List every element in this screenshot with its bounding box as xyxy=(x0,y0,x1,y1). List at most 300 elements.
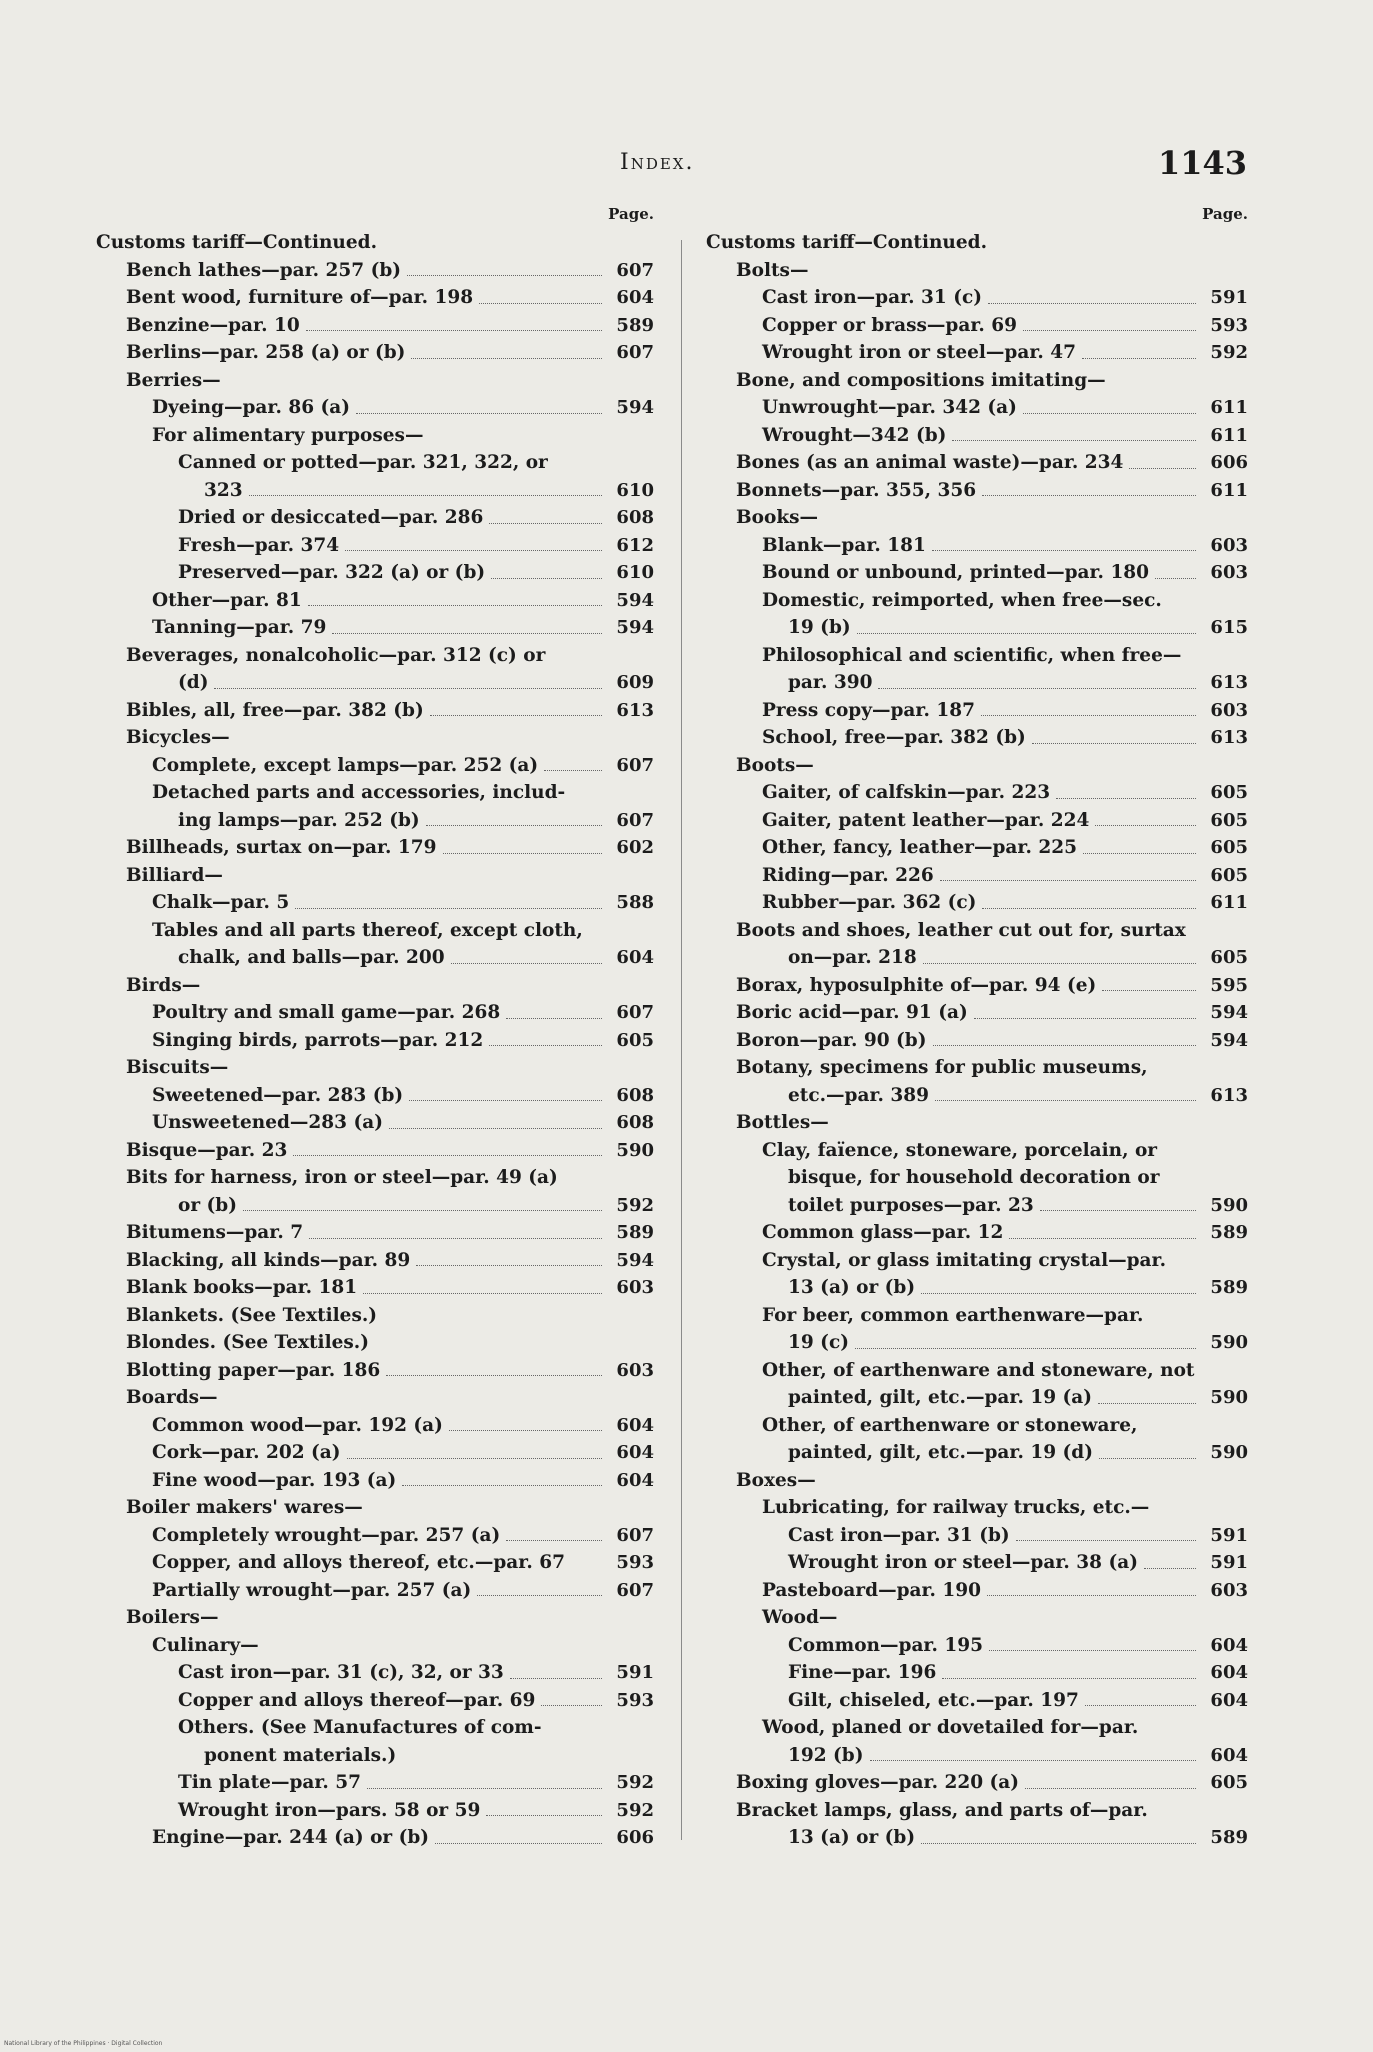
entry-page-number: 593 xyxy=(1210,314,1248,336)
entry-page-number: 607 xyxy=(616,1002,654,1023)
index-entry xyxy=(706,614,1248,642)
entry-page-number: 605 xyxy=(1210,809,1248,831)
entry-text: Copper, and alloys thereof, etc.—par. 67 xyxy=(152,1552,565,1573)
index-entry xyxy=(706,422,1248,450)
entry-text: Bitumens—par. 7 xyxy=(126,1222,304,1243)
entry-page-number: 604 xyxy=(1210,1689,1248,1711)
entry-page-number: 607 xyxy=(616,342,654,363)
running-header: Index. xyxy=(620,150,695,175)
index-entry xyxy=(706,889,1248,917)
index-entry xyxy=(96,339,654,367)
dot-leader xyxy=(416,1247,602,1267)
dot-leader xyxy=(921,1274,1196,1294)
entry-text: Chalk—par. 5 xyxy=(152,892,290,913)
entry-text: toilet purposes—par. 23 xyxy=(788,1194,1034,1216)
index-entry xyxy=(96,1164,654,1192)
entry-text: Wrought iron or steel—par. 47 xyxy=(762,342,1077,363)
entry-text: Dried or desiccated—par. 286 xyxy=(178,507,484,528)
dot-leader xyxy=(506,999,602,1019)
entry-text: Detached parts and accessories, includ- xyxy=(152,782,566,803)
entry-page-number: 604 xyxy=(616,287,654,308)
dot-leader xyxy=(987,1577,1196,1597)
entry-text: Tin plate—par. 57 xyxy=(178,1772,362,1793)
index-entry xyxy=(96,917,654,945)
dot-leader xyxy=(952,422,1196,442)
index-entry xyxy=(96,1494,654,1522)
entry-page-number: 589 xyxy=(616,1222,654,1243)
dot-leader xyxy=(249,477,602,497)
index-entry xyxy=(706,1659,1248,1687)
index-entry xyxy=(96,1137,654,1165)
entry-text: Unsweetened—283 (a) xyxy=(152,1112,383,1133)
index-entry xyxy=(96,752,654,780)
dot-leader xyxy=(409,1082,602,1102)
entry-text: painted, gilt, etc.—par. 19 (d) xyxy=(788,1442,1093,1463)
index-entry xyxy=(706,1219,1248,1247)
entry-text: Customs tariff—Continued. xyxy=(96,232,378,253)
index-entry xyxy=(96,1027,654,1055)
entry-page-number: 588 xyxy=(616,892,654,913)
dot-leader xyxy=(486,1797,602,1817)
entry-text: Bits for harness, iron or steel—par. 49 (a) xyxy=(126,1167,558,1188)
dot-leader xyxy=(544,752,602,772)
entry-text: Borax, hyposulphite of—par. 94 (e) xyxy=(736,974,1097,996)
index-entry xyxy=(96,449,654,477)
entry-text: Partially wrought—par. 257 (a) xyxy=(152,1579,472,1601)
entry-text: Press copy—par. 187 xyxy=(762,699,975,721)
entry-page-number: 607 xyxy=(616,754,654,776)
left-entries xyxy=(96,229,654,1852)
index-column-right xyxy=(706,205,1248,1852)
entry-text: Domestic, reimported, when free—sec. xyxy=(762,589,1162,611)
index-entry xyxy=(96,1522,654,1550)
index-entry xyxy=(96,1714,654,1742)
entry-text: ing lamps—par. 252 (b) xyxy=(178,809,420,831)
index-entry xyxy=(96,862,654,890)
index-entry xyxy=(96,312,654,340)
index-entry xyxy=(706,999,1248,1027)
index-entry xyxy=(96,1054,654,1082)
entry-text: Boards— xyxy=(126,1387,218,1408)
entry-text: Preserved—par. 322 (a) or (b) xyxy=(178,562,486,583)
entry-text: Bracket lamps, glass, and parts of—par. xyxy=(736,1799,1148,1821)
entry-text: Canned or potted—par. 321, 322, or xyxy=(178,452,548,473)
entry-page-number: 589 xyxy=(1210,1277,1248,1298)
entry-page-number: 615 xyxy=(1210,617,1248,638)
entry-page-number: 602 xyxy=(616,837,654,858)
entry-text: Cast iron—par. 31 (c), 32, or 33 xyxy=(178,1662,504,1683)
index-entry xyxy=(96,587,654,615)
entry-page-number: 608 xyxy=(616,1084,654,1106)
entry-text: Books— xyxy=(736,507,819,528)
entry-page-number: 613 xyxy=(1210,727,1248,748)
footer-note: National Library of the Philippines · Digital Collection xyxy=(4,2040,163,2047)
entry-text: Gaiter, patent leather—par. 224 xyxy=(762,809,1090,831)
index-entry xyxy=(96,1109,654,1137)
dot-leader xyxy=(308,587,602,607)
entry-page-number: 605 xyxy=(1210,837,1248,858)
entry-text: Lubricating, for railway trucks, etc.— xyxy=(762,1497,1150,1518)
entry-text: Bone, and compositions imitating— xyxy=(736,369,1106,391)
entry-page-number: 590 xyxy=(1210,1332,1248,1353)
index-entry xyxy=(706,367,1248,395)
dot-leader xyxy=(1082,339,1196,359)
entry-page-number: 592 xyxy=(616,1772,654,1793)
entry-text: 13 (a) or (b) xyxy=(788,1277,916,1298)
index-column-left xyxy=(96,205,654,1852)
entry-page-number: 608 xyxy=(616,507,654,528)
entry-text: Cork—par. 202 (a) xyxy=(152,1442,341,1463)
index-entry xyxy=(706,1109,1248,1137)
dot-leader xyxy=(981,697,1196,717)
dot-leader xyxy=(1095,807,1196,827)
entry-text: Singing birds, parrots—par. 212 xyxy=(152,1029,484,1051)
index-entry xyxy=(706,917,1248,945)
index-entry xyxy=(96,1247,654,1275)
entry-text: Bent wood, furniture of—par. 198 xyxy=(126,287,474,308)
index-entry xyxy=(96,834,654,862)
index-entry xyxy=(706,504,1248,532)
entry-text: or (b) xyxy=(178,1194,237,1216)
entry-text: Crystal, or glass imitating crystal—par. xyxy=(762,1249,1167,1271)
index-entry xyxy=(706,807,1248,835)
entry-text: Blotting paper—par. 186 xyxy=(126,1359,381,1381)
index-entry xyxy=(96,1467,654,1495)
dot-leader xyxy=(306,312,602,332)
index-entry xyxy=(706,1247,1248,1275)
entry-page-number: 608 xyxy=(616,1112,654,1133)
dot-leader xyxy=(411,339,602,359)
entry-text: Blank—par. 181 xyxy=(762,534,926,556)
entry-page-number: 592 xyxy=(616,1194,654,1216)
entry-page-number: 604 xyxy=(1210,1662,1248,1683)
dot-leader xyxy=(989,1632,1196,1652)
right-entries xyxy=(706,229,1248,1852)
dot-leader xyxy=(1144,1549,1196,1569)
entry-page-number: 603 xyxy=(616,1359,654,1381)
index-entry xyxy=(96,284,654,312)
entry-page-number: 603 xyxy=(1210,562,1248,583)
entry-text: Bench lathes—par. 257 (b) xyxy=(126,259,402,281)
dot-leader xyxy=(1032,724,1196,744)
entry-text: Bottles— xyxy=(736,1112,829,1133)
entry-page-number: 592 xyxy=(1210,342,1248,363)
index-entry xyxy=(96,559,654,587)
index-entry xyxy=(706,1412,1248,1440)
dot-leader xyxy=(489,504,602,524)
entry-text: Biscuits— xyxy=(126,1057,229,1078)
entry-text: Boxing gloves—par. 220 (a) xyxy=(736,1772,1020,1793)
entry-page-number: 603 xyxy=(1210,534,1248,556)
index-entry xyxy=(96,257,654,285)
entry-page-number: 591 xyxy=(1210,1524,1248,1546)
entry-page-number: 604 xyxy=(616,1442,654,1463)
entry-page-number: 605 xyxy=(1210,782,1248,803)
index-entry xyxy=(96,889,654,917)
index-entry xyxy=(706,1797,1248,1825)
entry-text: Benzine—par. 10 xyxy=(126,314,300,336)
entry-page-number: 611 xyxy=(1210,892,1248,913)
entry-text: Fresh—par. 374 xyxy=(178,534,340,556)
entry-text: Boiler makers' wares— xyxy=(126,1497,363,1518)
entry-text: Blankets. (See Textiles.) xyxy=(126,1304,378,1326)
entry-text: Pasteboard—par. 190 xyxy=(762,1579,982,1601)
entry-text: Bound or unbound, printed—par. 180 xyxy=(762,562,1150,583)
entry-text: Blacking, all kinds—par. 89 xyxy=(126,1249,411,1271)
dot-leader xyxy=(1085,1687,1196,1707)
index-entry xyxy=(706,1604,1248,1632)
index-entry xyxy=(706,697,1248,725)
index-entry xyxy=(706,1384,1248,1412)
index-entry xyxy=(706,972,1248,1000)
entry-text: Tables and all parts thereof, except cloth, xyxy=(152,919,583,941)
entry-text: Other, fancy, leather—par. 225 xyxy=(762,837,1077,858)
entry-text: chalk, and balls—par. 200 xyxy=(178,947,445,968)
entry-page-number: 604 xyxy=(616,1414,654,1436)
entry-text: Bibles, all, free—par. 382 (b) xyxy=(126,699,424,721)
index-entry xyxy=(706,1494,1248,1522)
index-entry xyxy=(706,257,1248,285)
index-entry xyxy=(96,1604,654,1632)
index-entry xyxy=(96,1274,654,1302)
entry-text: Boilers— xyxy=(126,1607,219,1628)
dot-leader xyxy=(1040,1192,1196,1212)
dot-leader xyxy=(982,889,1196,909)
index-entry xyxy=(96,1742,654,1770)
entry-text: ponent materials.) xyxy=(204,1744,397,1766)
dot-leader xyxy=(1009,1219,1196,1239)
dot-leader xyxy=(878,669,1196,689)
index-entry xyxy=(96,1219,654,1247)
dot-leader xyxy=(1083,834,1196,854)
entry-page-number: 609 xyxy=(616,672,654,693)
index-entry xyxy=(706,862,1248,890)
entry-text: painted, gilt, etc.—par. 19 (a) xyxy=(788,1387,1093,1408)
entry-page-number: 604 xyxy=(616,1469,654,1491)
index-entry xyxy=(96,642,654,670)
entry-text: Bones (as an animal waste)—par. 234 xyxy=(736,452,1124,473)
entry-text: For beer, common earthenware—par. xyxy=(762,1304,1144,1326)
index-entry xyxy=(706,1357,1248,1385)
index-entry xyxy=(96,394,654,422)
dot-leader xyxy=(386,1357,602,1377)
entry-page-number: 590 xyxy=(1210,1194,1248,1216)
index-entry xyxy=(706,1577,1248,1605)
entry-text: Copper or brass—par. 69 xyxy=(762,314,1018,336)
entry-page-number: 607 xyxy=(616,1524,654,1546)
entry-page-number: 605 xyxy=(616,1029,654,1051)
dot-leader xyxy=(510,1659,602,1679)
dot-leader xyxy=(855,1329,1196,1349)
dot-leader xyxy=(1098,1384,1196,1404)
dot-leader xyxy=(982,477,1196,497)
index-entry xyxy=(706,834,1248,862)
dot-leader xyxy=(479,284,602,304)
dot-leader xyxy=(367,1769,602,1789)
entry-page-number: 594 xyxy=(1210,1002,1248,1023)
index-entry xyxy=(706,1302,1248,1330)
dot-leader xyxy=(541,1687,602,1707)
entry-page-number: 606 xyxy=(616,1827,654,1848)
entry-page-number: 607 xyxy=(616,809,654,831)
page-number: 1143 xyxy=(1158,144,1248,182)
entry-text: Bisque—par. 23 xyxy=(126,1139,288,1161)
entry-page-number: 612 xyxy=(616,534,654,556)
entry-text: Gilt, chiseled, etc.—par. 197 xyxy=(788,1689,1079,1711)
dot-leader xyxy=(1023,394,1196,414)
entry-text: par. 390 xyxy=(788,672,873,693)
entry-text: Customs tariff—Continued. xyxy=(706,232,988,253)
index-entry xyxy=(706,1742,1248,1770)
dot-leader xyxy=(1056,779,1196,799)
dot-leader xyxy=(363,1274,602,1294)
dot-leader xyxy=(345,532,602,552)
dot-leader xyxy=(443,834,602,854)
index-entry xyxy=(96,1329,654,1357)
entry-text: School, free—par. 382 (b) xyxy=(762,727,1026,748)
dot-leader xyxy=(407,257,602,277)
entry-text: Billheads, surtax on—par. 179 xyxy=(126,837,437,858)
index-entry xyxy=(706,1082,1248,1110)
entry-page-number: 589 xyxy=(1210,1827,1248,1848)
entry-text: Unwrought—par. 342 (a) xyxy=(762,397,1017,418)
entry-text: Blondes. (See Textiles.) xyxy=(126,1332,369,1353)
index-entry xyxy=(706,1632,1248,1660)
dot-leader xyxy=(1155,559,1196,579)
entry-page-number: 590 xyxy=(1210,1387,1248,1408)
index-entry xyxy=(706,1137,1248,1165)
entry-page-number: 591 xyxy=(616,1662,654,1683)
index-entry xyxy=(706,312,1248,340)
entry-page-number: 613 xyxy=(616,699,654,721)
entry-text: Berries— xyxy=(126,369,221,391)
entry-text: Blank books—par. 181 xyxy=(126,1277,358,1298)
dot-leader xyxy=(402,1467,602,1487)
index-entry xyxy=(96,532,654,560)
entry-text: Clay, faïence, stoneware, porcelain, or xyxy=(762,1139,1158,1161)
entry-text: Wrought—342 (b) xyxy=(762,424,947,446)
entry-text: Dyeing—par. 86 (a) xyxy=(152,397,351,418)
index-entry xyxy=(706,1467,1248,1495)
index-entry xyxy=(96,1384,654,1412)
index-entry xyxy=(706,1164,1248,1192)
dot-leader xyxy=(243,1192,602,1212)
index-entry xyxy=(706,642,1248,670)
dot-leader xyxy=(1016,1522,1196,1542)
entry-text: Culinary— xyxy=(152,1634,259,1656)
entry-page-number: 613 xyxy=(1210,672,1248,693)
entry-text: Boric acid—par. 91 (a) xyxy=(736,1002,968,1023)
entry-text: Rubber—par. 362 (c) xyxy=(762,892,977,913)
dot-leader xyxy=(332,614,602,634)
dot-leader xyxy=(988,284,1196,304)
index-entry xyxy=(96,1439,654,1467)
column-head xyxy=(706,205,1248,229)
index-entry xyxy=(96,779,654,807)
entry-page-number: 590 xyxy=(1210,1442,1248,1463)
entry-text: on—par. 218 xyxy=(788,947,917,968)
index-entry xyxy=(706,1192,1248,1220)
entry-page-number: 604 xyxy=(616,947,654,968)
dot-leader xyxy=(933,1027,1197,1047)
page-column-label: Page. xyxy=(608,205,654,223)
index-entry xyxy=(96,724,654,752)
entry-text: Sweetened—par. 283 (b) xyxy=(152,1084,404,1106)
entry-page-number: 605 xyxy=(1210,1772,1248,1793)
entry-text: Billiard— xyxy=(126,864,223,886)
entry-page-number: 610 xyxy=(616,479,654,501)
dot-leader xyxy=(451,944,602,964)
index-entry xyxy=(96,614,654,642)
entry-text: Botany, specimens for public museums, xyxy=(736,1057,1148,1078)
entry-text: Others. (See Manufactures of com- xyxy=(178,1717,542,1738)
dot-leader xyxy=(389,1109,602,1129)
entry-page-number: 603 xyxy=(1210,1579,1248,1601)
index-entry xyxy=(96,1659,654,1687)
entry-text: Wood— xyxy=(762,1607,838,1628)
dot-leader xyxy=(1099,1439,1196,1459)
entry-page-number: 607 xyxy=(616,1579,654,1601)
index-entry xyxy=(96,697,654,725)
entry-text: Bonnets—par. 355, 356 xyxy=(736,479,977,501)
index-entry xyxy=(96,1302,654,1330)
index-entry xyxy=(706,752,1248,780)
index-entry xyxy=(96,1412,654,1440)
index-entry xyxy=(706,1714,1248,1742)
page-column-label: Page. xyxy=(1202,205,1248,223)
entry-text: Cast iron—par. 31 (c) xyxy=(762,287,982,308)
index-entry xyxy=(96,1632,654,1660)
index-entry xyxy=(706,1824,1248,1852)
index-entry xyxy=(96,1797,654,1825)
dot-leader xyxy=(489,1027,602,1047)
index-entry xyxy=(96,999,654,1027)
entry-text: Common glass—par. 12 xyxy=(762,1222,1004,1243)
dot-leader xyxy=(309,1219,602,1239)
index-entry xyxy=(706,559,1248,587)
entry-text: Wrought iron—pars. 58 or 59 xyxy=(178,1799,481,1821)
entry-text: 19 (c) xyxy=(788,1332,849,1353)
index-entry xyxy=(96,504,654,532)
dot-leader xyxy=(1025,1769,1196,1789)
entry-page-number: 589 xyxy=(1210,1222,1248,1243)
entry-text: Bolts— xyxy=(736,259,809,281)
entry-page-number: 593 xyxy=(616,1689,654,1711)
entry-text: Other, of earthenware and stoneware, not xyxy=(762,1359,1195,1381)
entry-text: Tanning—par. 79 xyxy=(152,617,327,638)
entry-text: Berlins—par. 258 (a) or (b) xyxy=(126,342,406,363)
index-entry xyxy=(706,669,1248,697)
entry-text: Wrought iron or steel—par. 38 (a) xyxy=(788,1552,1138,1573)
entry-text: Complete, except lamps—par. 252 (a) xyxy=(152,754,539,776)
entry-page-number: 603 xyxy=(616,1277,654,1298)
entry-text: Riding—par. 226 xyxy=(762,864,934,886)
entry-page-number: 604 xyxy=(1210,1744,1248,1766)
dot-leader xyxy=(491,559,602,579)
dot-leader xyxy=(921,1824,1196,1844)
index-entry xyxy=(96,1082,654,1110)
index-entry xyxy=(706,229,1248,257)
entry-text: Common—par. 195 xyxy=(788,1634,983,1656)
entry-page-number: 594 xyxy=(1210,1029,1248,1051)
entry-page-number: 591 xyxy=(1210,1552,1248,1573)
index-entry xyxy=(96,1824,654,1852)
entry-page-number: 594 xyxy=(616,1249,654,1271)
index-entry xyxy=(706,532,1248,560)
entry-text: Fine wood—par. 193 (a) xyxy=(152,1469,397,1491)
index-entry xyxy=(706,779,1248,807)
index-entry xyxy=(706,724,1248,752)
